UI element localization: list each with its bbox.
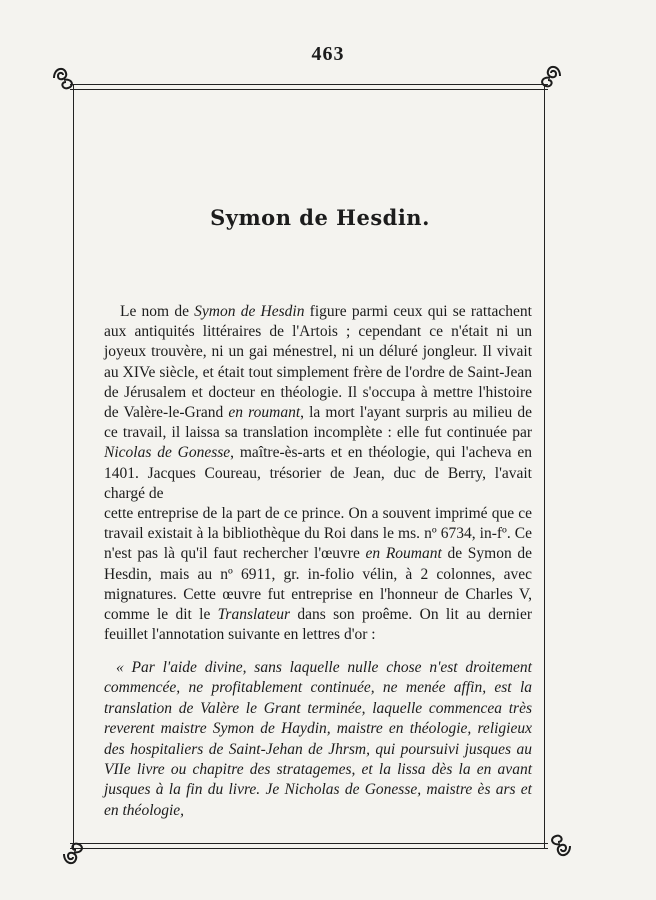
text-span: figure parmi ceux qui se rattachent aux antiquités littéraires de l'Artois ; cependant ce n'était ni un joyeux trouvère, ni un gai ménestrel, ni un déluré jongleur. Il vivait au XIVe siècle, et était tout simplement frère de l'ordre de Saint-Jean de Jérusalem et docteur en théologie. Il s'occupa à mettre l'histoire de Valère-le-Grand xyxy=(104,303,532,422)
text-span: de Symon de Hesdin, mais au nº 6911, gr. in-folio vélin, à 2 colonnes, avec mignatures. Cette œuvre fut entreprise en l'honneur de Charles V, comme le dit le xyxy=(104,545,532,624)
italic-phrase: en Roumant xyxy=(365,545,442,563)
text-span: Le nom de xyxy=(120,303,195,320)
text-span: dans son proême. On lit au dernier feuillet l'annotation suivante en lettres d'or : xyxy=(104,606,532,644)
text-span: , la mort l'ayant surpris au milieu de ce travail, il laissa sa translation incomplète : elle fut continuée par xyxy=(104,404,532,442)
italic-name: Symon de Hesdin xyxy=(194,303,305,320)
frame-rule-bottom xyxy=(70,848,548,849)
corner-ornament-icon xyxy=(50,64,78,92)
italic-name: Nicolas de Gonesse xyxy=(104,444,231,462)
paragraph-1 xyxy=(104,302,532,504)
italic-phrase: Translateur xyxy=(217,606,291,624)
corner-ornament-icon xyxy=(60,840,88,868)
italic-phrase: en roumant xyxy=(228,404,301,422)
corner-ornament-icon xyxy=(536,62,564,90)
page-number: 463 xyxy=(311,43,345,65)
text-span: , maître-ès-arts et en théologie, qui l'acheva en 1401. Jacques Coureau, trésorier de Jean, duc de Berry, l'avait chargé de xyxy=(104,444,532,502)
frame-rule-bottom-inner xyxy=(70,843,548,844)
paragraph-2 xyxy=(104,504,532,645)
section-title: Symon de Hesdin. xyxy=(210,205,430,230)
text-span: cette entreprise de la part de ce prince. On a souvent imprimé que ce travail existait à la bibliothèque du Roi dans le ms. nº 6734, in-fº. Ce n'est pas là qu'il faut rechercher l'œuvre xyxy=(104,505,532,563)
frame-rule-top-inner xyxy=(70,89,548,90)
corner-ornament-icon xyxy=(546,832,574,860)
frame-rule-top xyxy=(70,84,548,85)
quotation-paragraph: « Par l'aide divine, sans laquelle nulle chose n'est droitement commencée, ne profitablement continuée, ne menée affin, est la translation de Valère le Grant terminée, laquelle commencea très reverent maistre Symon de Haydin, maistre en théologie, religieux des hospitaliers de Saint-Jehan de Jhrsm, qui poursuivi jusques au VIIe livre ou chapitre des stratagemes, et la lissa dès la en avant jusques à la fin du livre. Je Nicholas de Gonesse, maistre ès ars et en théologie, xyxy=(104,659,532,819)
